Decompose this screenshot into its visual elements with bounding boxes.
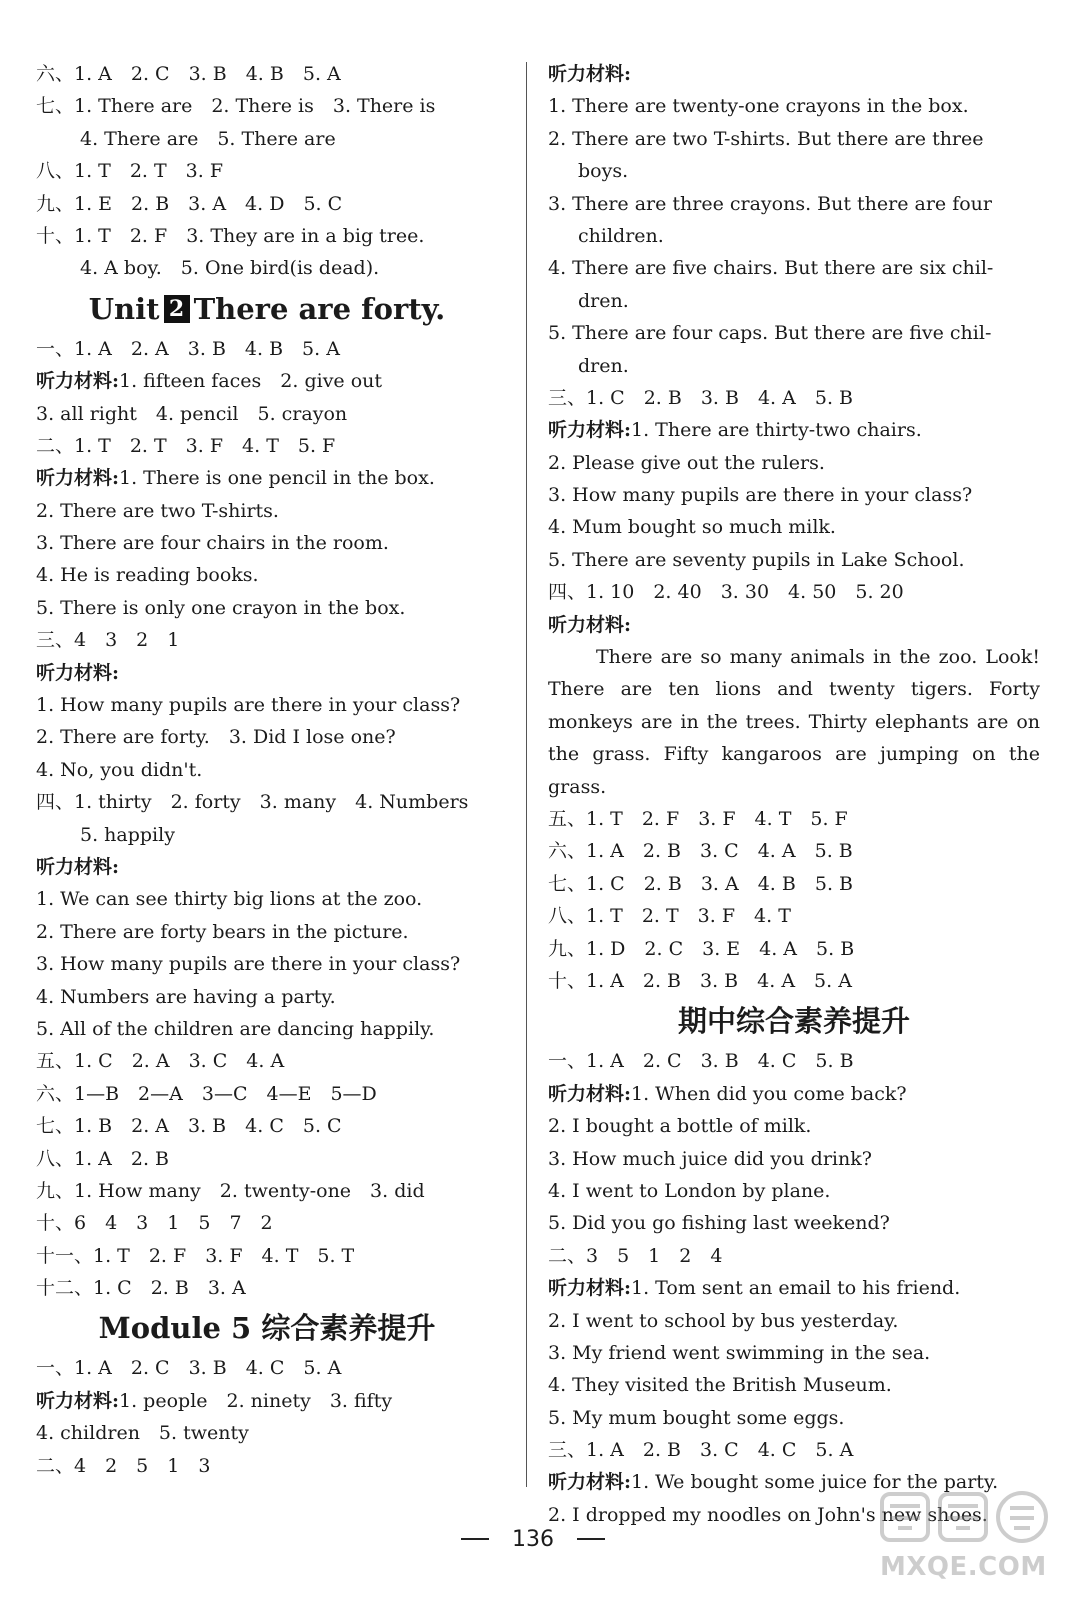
answer-line (36, 1240, 498, 1272)
answer-text: 2. I went to school by bus yesterday. (548, 1309, 899, 1332)
watermark (876, 1488, 1056, 1596)
answer-text: 七、1. C 2. B 3. A 4. B 5. B (548, 872, 853, 895)
answer-text: 4. A boy. 5. One bird(is dead). (80, 257, 380, 280)
answer-line (36, 1385, 498, 1417)
answer-line (36, 58, 498, 90)
answer-line (548, 1402, 1040, 1434)
section-heading-text: Unit (88, 291, 160, 326)
answer-line (36, 365, 498, 397)
answer-text: 八、1. T 2. T 3. F (36, 160, 224, 183)
answer-text: 八、1. T 2. T 3. F 4. T (548, 905, 791, 928)
answer-line (548, 317, 1040, 349)
page-number-text: 136 (512, 1527, 554, 1552)
answer-text: 4. There are five chairs. But there are six chil- (548, 257, 994, 280)
answer-text: 4. He is reading books. (36, 564, 259, 587)
answer-line (548, 188, 1040, 220)
answer-line (548, 1305, 1040, 1337)
answer-text: 1. We can see thirty big lions at the zoo. (36, 888, 423, 911)
answer-text: 5. happily (80, 823, 175, 846)
answer-text: 5. There are four caps. But there are five chil- (548, 322, 992, 345)
answer-text: 2. I bought a bottle of milk. (548, 1115, 812, 1138)
answer-text: 二、3 5 1 2 4 (548, 1244, 723, 1267)
listening-material-label: 听力材料: (548, 419, 632, 442)
column-divider (526, 62, 527, 1487)
answer-line (548, 511, 1040, 543)
answer-line (548, 155, 1040, 187)
answer-text: 4. Mum bought so much milk. (548, 516, 836, 539)
answer-line (548, 544, 1040, 576)
section-heading (548, 997, 1040, 1045)
answer-line (548, 900, 1040, 932)
answer-text: 1. people 2. ninety 3. fifty (119, 1389, 393, 1412)
section-heading-text: 期中综合素养提升 (677, 1004, 910, 1039)
answer-line (36, 252, 498, 284)
answer-text: 十、6 4 3 1 5 7 2 (36, 1212, 273, 1235)
answer-text: 2. There are forty. 3. Did I lose one? (36, 726, 396, 749)
answer-line (548, 835, 1040, 867)
answer-text: 3. My friend went swimming in the sea. (548, 1341, 931, 1364)
answer-text: 1. We bought some juice for the party. (631, 1471, 999, 1494)
answer-line (548, 1240, 1040, 1272)
answer-text: 1. How many pupils are there in your class? (36, 694, 461, 717)
answer-text: 二、4 2 5 1 3 (36, 1454, 211, 1477)
listening-material-label: 听力材料: (548, 1277, 632, 1300)
answer-line (548, 1045, 1040, 1077)
answer-line (548, 803, 1040, 835)
answer-line (548, 1110, 1040, 1142)
section-heading (36, 1304, 498, 1352)
answer-text: 六、1—B 2—A 3—C 4—E 5—D (36, 1082, 377, 1105)
answer-text: dren. (578, 354, 629, 377)
answer-line (548, 1175, 1040, 1207)
answer-text: 六、1. A 2. C 3. B 4. B 5. A (36, 63, 341, 85)
answer-text: 二、1. T 2. T 3. F 4. T 5. F (36, 434, 336, 457)
answer-text: 十二、1. C 2. B 3. A (36, 1277, 246, 1300)
answer-line (548, 965, 1040, 997)
answer-line (36, 819, 498, 851)
answer-line (548, 350, 1040, 382)
answer-line (548, 382, 1040, 414)
answer-line (36, 155, 498, 187)
answer-line (36, 1450, 498, 1482)
answer-line (36, 916, 498, 948)
answer-line (36, 495, 498, 527)
unit-number-badge: 2 (164, 295, 190, 323)
answer-line (36, 1272, 498, 1304)
answer-line (548, 123, 1040, 155)
answer-text: 3. How much juice did you drink? (548, 1147, 872, 1170)
answer-line (36, 398, 498, 430)
answer-text: 3. How many pupils are there in your class? (36, 953, 461, 976)
answer-line (36, 689, 498, 721)
answer-line (548, 90, 1040, 122)
watermark-site-text: MXQE.COM (880, 1552, 1047, 1582)
answer-line (36, 527, 498, 559)
left-column (36, 58, 498, 1482)
answer-text: dren. (578, 289, 629, 312)
answer-line (548, 609, 1040, 641)
answer-line (36, 220, 498, 252)
answer-text: 4. They visited the British Museum. (548, 1374, 892, 1397)
answer-text: 九、1. D 2. C 3. E 4. A 5. B (548, 937, 855, 960)
answer-line (548, 447, 1040, 479)
answer-line (36, 1110, 498, 1142)
answer-line (36, 430, 498, 462)
answer-line (548, 1207, 1040, 1239)
answer-text: 4. No, you didn't. (36, 758, 203, 781)
answer-line (548, 1369, 1040, 1401)
answer-line (36, 754, 498, 786)
listening-material-label: 听力材料: (548, 1082, 632, 1105)
answer-line (36, 592, 498, 624)
answer-text: 5. Did you go fishing last weekend? (548, 1212, 890, 1235)
answer-text: 2. Please give out the rulers. (548, 451, 825, 474)
answer-text: 十一、1. T 2. F 3. F 4. T 5. T (36, 1244, 355, 1267)
answer-text: 3. all right 4. pencil 5. crayon (36, 402, 348, 425)
answer-line (548, 1434, 1040, 1466)
answer-text: boys. (578, 160, 629, 183)
answer-text: 1. There are thirty-two chairs. (631, 419, 922, 442)
answer-text: 九、1. How many 2. twenty-one 3. did (36, 1179, 425, 1202)
answer-text: 一、1. A 2. A 3. B 4. B 5. A (36, 337, 340, 360)
section-heading (36, 285, 498, 333)
answer-text: 四、1. 10 2. 40 3. 30 4. 50 5. 20 (548, 581, 904, 604)
answer-text: 3. There are four chairs in the room. (36, 532, 389, 555)
answer-line (36, 1417, 498, 1449)
answer-line (36, 624, 498, 656)
answer-text: 四、1. thirty 2. forty 3. many 4. Numbers (36, 791, 469, 814)
answer-text: 3. There are three crayons. But there are four (548, 192, 992, 215)
answer-line (548, 414, 1040, 446)
answer-text: 1. When did you come back? (631, 1082, 907, 1105)
right-column (548, 58, 1040, 1531)
answer-text: 八、1. A 2. B (36, 1147, 170, 1170)
answer-text: 2. There are forty bears in the picture. (36, 920, 409, 943)
answer-text: 1. There is one pencil in the box. (119, 467, 435, 490)
answer-line (36, 333, 498, 365)
answer-text: 五、1. T 2. F 3. F 4. T 5. F (548, 808, 848, 831)
answer-line (548, 933, 1040, 965)
listening-material-label: 听力材料: (36, 467, 120, 490)
listening-material-label: 听力材料: (36, 661, 120, 684)
answer-line (36, 1175, 498, 1207)
answer-line (36, 1045, 498, 1077)
answer-line (548, 576, 1040, 608)
page-number-dash-right (577, 1538, 605, 1540)
answer-line (548, 479, 1040, 511)
answer-text: 5. My mum bought some eggs. (548, 1406, 845, 1429)
answer-text: 5. There is only one crayon in the box. (36, 596, 406, 619)
listening-material-label: 听力材料: (36, 855, 120, 878)
answer-line (36, 786, 498, 818)
answer-line (548, 868, 1040, 900)
answer-text: children. (578, 224, 664, 247)
answer-line (36, 1207, 498, 1239)
answer-text: 5. There are seventy pupils in Lake School. (548, 548, 965, 571)
answer-line (548, 285, 1040, 317)
listening-passage: There are so many animals in the zoo. Look! There are ten lions and twenty tigers. Forty monkeys are in the trees. Thirty elephants are on the grass. Fifty kangaroos are jumping on the grass. (548, 646, 1040, 798)
answer-line (36, 721, 498, 753)
listening-material-label: 听力材料: (36, 370, 120, 393)
listening-material-label: 听力材料: (548, 1471, 632, 1494)
section-heading-text: Module 5 综合素养提升 (98, 1311, 436, 1346)
answer-line (36, 123, 498, 155)
answer-line (36, 851, 498, 883)
answer-line (36, 1143, 498, 1175)
answer-line (36, 462, 498, 494)
answer-text: 十、1. T 2. F 3. They are in a big tree. (36, 224, 425, 247)
answer-text: 十、1. A 2. B 3. B 4. A 5. A (548, 970, 852, 993)
answer-line (548, 1272, 1040, 1304)
answer-line (36, 948, 498, 980)
answer-line (36, 1078, 498, 1110)
answer-text: 4. I went to London by plane. (548, 1179, 831, 1202)
page-number-dash-left (461, 1538, 489, 1540)
answer-line (36, 188, 498, 220)
answer-text: 九、1. E 2. B 3. A 4. D 5. C (36, 192, 343, 215)
answer-line (36, 90, 498, 122)
answer-line (548, 1143, 1040, 1175)
answer-text: 七、1. B 2. A 3. B 4. C 5. C (36, 1115, 342, 1138)
answer-text: 七、1. There are 2. There is 3. There is (36, 95, 436, 118)
answer-line (36, 1352, 498, 1384)
answer-text: 三、1. A 2. B 3. C 4. C 5. A (548, 1439, 854, 1462)
answer-line (36, 1013, 498, 1045)
listening-material-label: 听力材料: (36, 1389, 120, 1412)
answer-text: 三、1. C 2. B 3. B 4. A 5. B (548, 386, 853, 409)
answer-text: 4. There are 5. There are (80, 127, 336, 150)
answer-text: 一、1. A 2. C 3. B 4. C 5. B (548, 1050, 854, 1073)
answer-text: 4. Numbers are having a party. (36, 985, 336, 1008)
answer-text: 1. fifteen faces 2. give out (119, 370, 383, 393)
listening-material-label: 听力材料: (548, 613, 632, 636)
answer-text: 3. How many pupils are there in your class? (548, 484, 973, 507)
answer-text: 1. There are twenty-one crayons in the box. (548, 95, 969, 118)
listening-material-label: 听力材料: (548, 63, 632, 85)
answer-line (548, 1337, 1040, 1369)
answer-text: 三、4 3 2 1 (36, 629, 180, 652)
answer-line (36, 559, 498, 591)
watermark-seal-logo (876, 1488, 1056, 1550)
answer-text: 2. There are two T-shirts. (36, 499, 279, 522)
answer-line (36, 981, 498, 1013)
answer-text: 六、1. A 2. B 3. C 4. A 5. B (548, 840, 853, 863)
answer-line (548, 220, 1040, 252)
answer-text: 一、1. A 2. C 3. B 4. C 5. A (36, 1357, 342, 1380)
answer-text: 4. children 5. twenty (36, 1422, 249, 1445)
answer-line (548, 1078, 1040, 1110)
answer-text: 五、1. C 2. A 3. C 4. A (36, 1050, 285, 1073)
answer-line (36, 657, 498, 689)
answer-text: 2. I dropped my noodles on John's new shoes. (548, 1503, 988, 1526)
answer-text: 5. All of the children are dancing happily. (36, 1017, 435, 1040)
answer-text: 1. Tom sent an email to his friend. (631, 1277, 961, 1300)
answer-line (548, 252, 1040, 284)
answer-line (548, 58, 1040, 90)
answer-text: 2. There are two T-shirts. But there are three (548, 127, 984, 150)
answer-line (36, 883, 498, 915)
section-heading-title: There are forty. (193, 291, 446, 326)
